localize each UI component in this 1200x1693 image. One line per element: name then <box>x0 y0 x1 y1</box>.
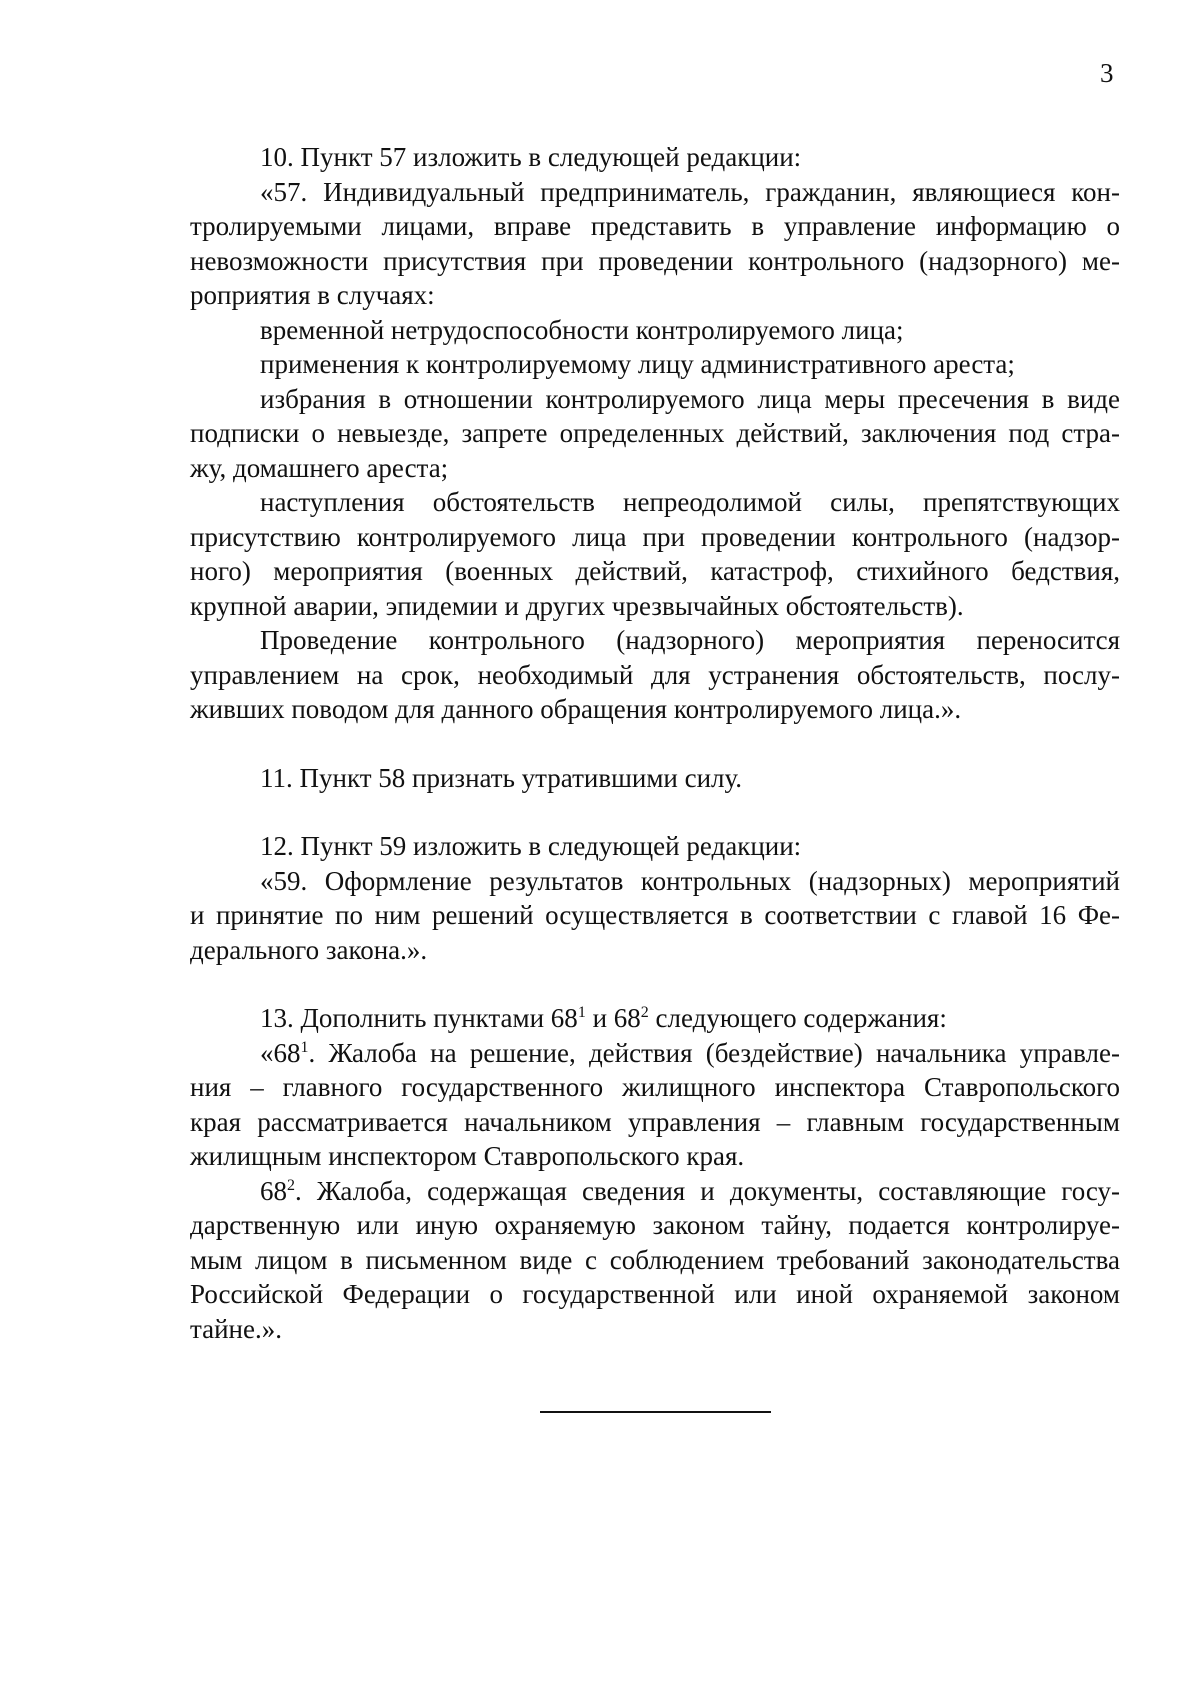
postponement-line-2: управлением на срок, необходимый для устранения обстоятельств, послу- <box>190 659 1120 690</box>
page-number: 3 <box>1100 58 1114 88</box>
item-68-1-line-1 <box>190 1036 1120 1071</box>
item-13-heading <box>190 1001 1120 1036</box>
item-68-2-line-1 <box>190 1174 1120 1209</box>
item-68-1-number: «68 <box>260 1037 301 1068</box>
case-force-majeure-line-1: наступления обстоятельств непреодолимой силы, препятствующих <box>260 487 1120 517</box>
case-preventive-measure-line-3: жу, домашнего ареста; <box>190 452 449 483</box>
item-10-heading: 10. Пункт 57 изложить в следующей редакции: <box>260 142 802 172</box>
case-force-majeure-line-4: крупной аварии, эпидемии и других чрезвычайных обстоятельств). <box>190 590 964 621</box>
item-59-text-line-2: и принятие по ним решений осуществляется в соответствии с главой 16 Фе- <box>190 900 1120 930</box>
item-59-text-line-1: «59. Оформление результатов контрольных (надзорных) мероприятий <box>260 865 1120 896</box>
item-57-text-line-1: «57. Индивидуальный предприниматель, гражданин, являющиеся кон- <box>260 176 1120 207</box>
superscript-2: 2 <box>287 1176 295 1194</box>
superscript-1: 1 <box>577 1004 586 1021</box>
case-temporary-disability: временной нетрудоспособности контролируемого лица; <box>260 314 904 345</box>
item-13-heading-part-1: 13. Дополнить пунктами 68 <box>260 1003 578 1033</box>
item-68-2-line-5: тайне.». <box>190 1313 282 1344</box>
item-68-1-line-3: края рассматривается начальником управления – главным государственным <box>190 1106 1120 1137</box>
case-force-majeure-line-2: присутствию контролируемого лица при проведении контрольного (надзор- <box>190 521 1120 552</box>
postponement-line-1: Проведение контрольного (надзорного) мероприятия переносится <box>260 625 1120 655</box>
item-68-2-number: 68 <box>260 1175 287 1206</box>
end-divider-line <box>540 1411 771 1413</box>
case-preventive-measure-line-2: подписки о невыезде, запрете определенных действий, заключения под стра- <box>190 418 1120 448</box>
item-68-2-line-4: Российской Федерации о государственной или иной охраняемой законом <box>190 1279 1120 1309</box>
document-body <box>190 140 1120 1346</box>
item-57-text-line-3: невозможности присутствия при проведении контрольного (надзорного) ме- <box>190 245 1120 276</box>
item-68-1-line-4: жилищным инспектором Ставропольского края. <box>190 1141 745 1171</box>
item-68-2-line-3: мым лицом в письменном виде с соблюдением требований законодательства <box>190 1244 1120 1275</box>
case-administrative-arrest: применения к контролируемому лицу административного ареста; <box>260 349 1015 379</box>
item-13-heading-part-2: и 68 <box>585 1003 641 1033</box>
item-57-text-line-2: тролируемыми лицами, вправе представить в управление информацию о <box>190 211 1120 241</box>
item-57-text-line-4: роприятия в случаях: <box>190 280 435 310</box>
postponement-line-3: живших поводом для данного обращения контролируемого лица.». <box>190 694 962 724</box>
superscript-1: 1 <box>300 1038 309 1056</box>
item-11-text: 11. Пункт 58 признать утратившими силу. <box>260 762 743 793</box>
item-13-heading-part-3: следующего содержания: <box>648 1003 947 1033</box>
case-preventive-measure-line-1: избрания в отношении контролируемого лица меры пресечения в виде <box>260 383 1120 414</box>
item-68-1-line-2: ния – главного государственного жилищного инспектора Ставропольского <box>190 1072 1120 1102</box>
item-68-2-text: . Жалоба, содержащая сведения и документы, составляющие госу- <box>295 1175 1120 1206</box>
item-68-2-line-2: дарственную или иную охраняемую законом тайну, подается контролируе- <box>190 1210 1120 1240</box>
item-68-1-text: . Жалоба на решение, действия (бездействие) начальника управле- <box>308 1037 1120 1068</box>
case-force-majeure-line-3: ного) мероприятия (военных действий, катастроф, стихийного бедствия, <box>190 556 1120 586</box>
item-59-text-line-3: дерального закона.». <box>190 934 428 965</box>
superscript-2: 2 <box>640 1004 649 1021</box>
item-12-heading: 12. Пункт 59 изложить в следующей редакции: <box>260 831 802 861</box>
